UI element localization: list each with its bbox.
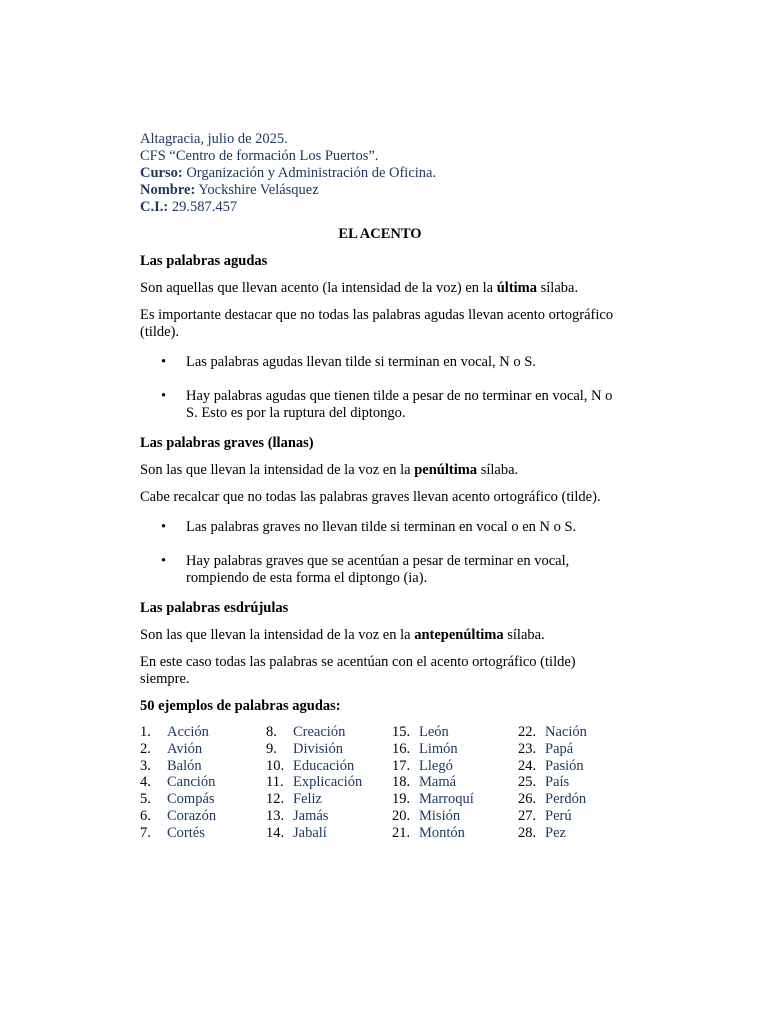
item-word: Feliz: [293, 791, 322, 808]
item-number: 17.: [392, 757, 411, 774]
section-heading-esdrujulas: Las palabras esdrújulas: [140, 600, 289, 616]
item-number: 22.: [518, 724, 537, 740]
list-item: [266, 741, 392, 758]
list-item: • Hay palabras agudas que tienen tilde a pesar de no terminar en vocal, N o S. Esto es por la ruptura del diptongo.: [161, 388, 613, 421]
list-item: [518, 825, 628, 842]
item-number: 12.: [266, 791, 285, 808]
item-number: 18.: [392, 774, 411, 791]
item-word: Montón: [419, 824, 465, 841]
list-item: [518, 791, 628, 808]
examples-column: [266, 724, 392, 842]
item-number: 27.: [518, 807, 537, 824]
item-word: Jamás: [293, 807, 329, 824]
item-word: Explicación: [293, 774, 363, 791]
item-word: Mamá: [419, 774, 457, 791]
graves-note: Cabe recalcar que no todas las palabras graves llevan acento ortográfico (tilde).: [140, 489, 601, 505]
list-item: • Las palabras agudas llevan tilde si terminan en vocal, N o S.: [161, 354, 536, 370]
list-item: [140, 825, 266, 842]
item-word: País: [545, 774, 570, 791]
item-number: 25.: [518, 774, 537, 791]
item-word: Pasión: [545, 757, 584, 774]
item-word: Creación: [293, 724, 346, 740]
item-word: Nación: [545, 724, 587, 740]
agudas-note: Es importante destacar que no todas las palabras agudas llevan acento ortográfico (tilde).: [140, 307, 614, 340]
item-number: 20.: [392, 807, 411, 824]
examples-column: [518, 724, 628, 842]
list-item: [518, 724, 628, 741]
list-item: [518, 808, 628, 825]
item-word: Cortés: [167, 824, 205, 841]
list-item: [140, 758, 266, 775]
list-item: [140, 741, 266, 758]
list-item: [266, 825, 392, 842]
item-word: Jabalí: [293, 824, 327, 841]
list-item: [392, 724, 518, 741]
list-item: • Las palabras graves no llevan tilde si terminan en vocal o en N o S.: [161, 519, 577, 535]
course-label: Curso:: [140, 165, 183, 181]
list-item: [518, 741, 628, 758]
item-number: 3.: [140, 757, 151, 774]
list-item: [266, 791, 392, 808]
name-line: [140, 182, 620, 199]
section-heading-agudas: Las palabras agudas: [140, 253, 268, 269]
item-word: Corazón: [167, 807, 217, 824]
list-item: [392, 791, 518, 808]
id-value: 29.587.457: [168, 199, 238, 215]
list-item: [266, 774, 392, 791]
item-word: Canción: [167, 774, 216, 791]
list-item: [518, 774, 628, 791]
list-item: [392, 808, 518, 825]
list-item: [266, 808, 392, 825]
item-number: 11.: [266, 774, 284, 791]
list-item: [140, 774, 266, 791]
item-number: 1.: [140, 724, 151, 740]
item-number: 15.: [392, 724, 411, 740]
esdrujulas-note: En este caso todas las palabras se acentúan con el acento ortográfico (tilde) siempre.: [140, 654, 576, 687]
list-item: [392, 741, 518, 758]
header-block: [140, 131, 620, 216]
agudas-bullets: [140, 354, 620, 422]
item-word: Marroquí: [419, 791, 474, 808]
item-word: Perdón: [545, 791, 587, 808]
list-item: [266, 724, 392, 741]
item-word: Compás: [167, 791, 215, 808]
item-word: Pez: [545, 824, 566, 841]
item-number: 5.: [140, 791, 151, 808]
list-item: [392, 758, 518, 775]
item-number: 4.: [140, 774, 151, 791]
item-number: 9.: [266, 740, 277, 757]
name-value: Yockshire Velásquez: [195, 182, 319, 198]
document-title: EL ACENTO: [338, 226, 422, 242]
item-word: Educación: [293, 757, 355, 774]
item-number: 7.: [140, 824, 151, 841]
graves-definition: Son las que llevan la intensidad de la voz en la penúltima sílaba.: [140, 462, 519, 478]
item-number: 28.: [518, 824, 537, 841]
item-number: 8.: [266, 724, 277, 740]
list-item: [140, 724, 266, 741]
item-number: 21.: [392, 824, 411, 841]
item-number: 13.: [266, 807, 285, 824]
examples-heading: 50 ejemplos de palabras agudas:: [140, 698, 341, 714]
id-line: [140, 199, 620, 216]
item-number: 23.: [518, 740, 537, 757]
item-word: Misión: [419, 807, 461, 824]
item-number: 19.: [392, 791, 411, 808]
examples-column: [392, 724, 518, 842]
course-line: [140, 165, 620, 182]
item-word: Papá: [545, 740, 574, 757]
document-body: [140, 131, 620, 842]
examples-column: [140, 724, 266, 842]
section-heading-graves: Las palabras graves (llanas): [140, 435, 314, 451]
examples-list: [140, 724, 620, 842]
item-number: 16.: [392, 740, 411, 757]
list-item: [266, 758, 392, 775]
item-word: Balón: [167, 757, 202, 774]
item-word: División: [293, 740, 343, 757]
list-item: [518, 758, 628, 775]
name-label: Nombre:: [140, 182, 196, 198]
item-number: 24.: [518, 757, 537, 774]
item-number: 10.: [266, 757, 285, 774]
course-value: Organización y Administración de Oficina.: [182, 165, 437, 181]
list-item: • Hay palabras graves que se acentúan a pesar de terminar en vocal, rompiendo de esta forma el diptongo (ia).: [161, 553, 570, 586]
item-number: 14.: [266, 824, 285, 841]
item-word: Perú: [545, 807, 572, 824]
item-word: Llegó: [419, 757, 453, 774]
item-number: 2.: [140, 740, 151, 757]
id-label: C.I.:: [140, 199, 169, 215]
list-item: [140, 791, 266, 808]
esdrujulas-definition: Son las que llevan la intensidad de la voz en la antepenúltima sílaba.: [140, 627, 545, 643]
item-word: Acción: [167, 724, 209, 740]
item-number: 26.: [518, 791, 537, 808]
item-word: Avión: [167, 740, 203, 757]
list-item: [392, 774, 518, 791]
item-word: León: [419, 724, 449, 740]
agudas-definition: Son aquellas que llevan acento (la intensidad de la voz) en la última sílaba.: [140, 280, 579, 296]
institution: CFS “Centro de formación Los Puertos”.: [140, 148, 379, 164]
item-word: Limón: [419, 740, 458, 757]
place-date: Altagracia, julio de 2025.: [140, 131, 288, 147]
graves-bullets: [140, 519, 620, 587]
list-item: [140, 808, 266, 825]
item-number: 6.: [140, 807, 151, 824]
list-item: [392, 825, 518, 842]
